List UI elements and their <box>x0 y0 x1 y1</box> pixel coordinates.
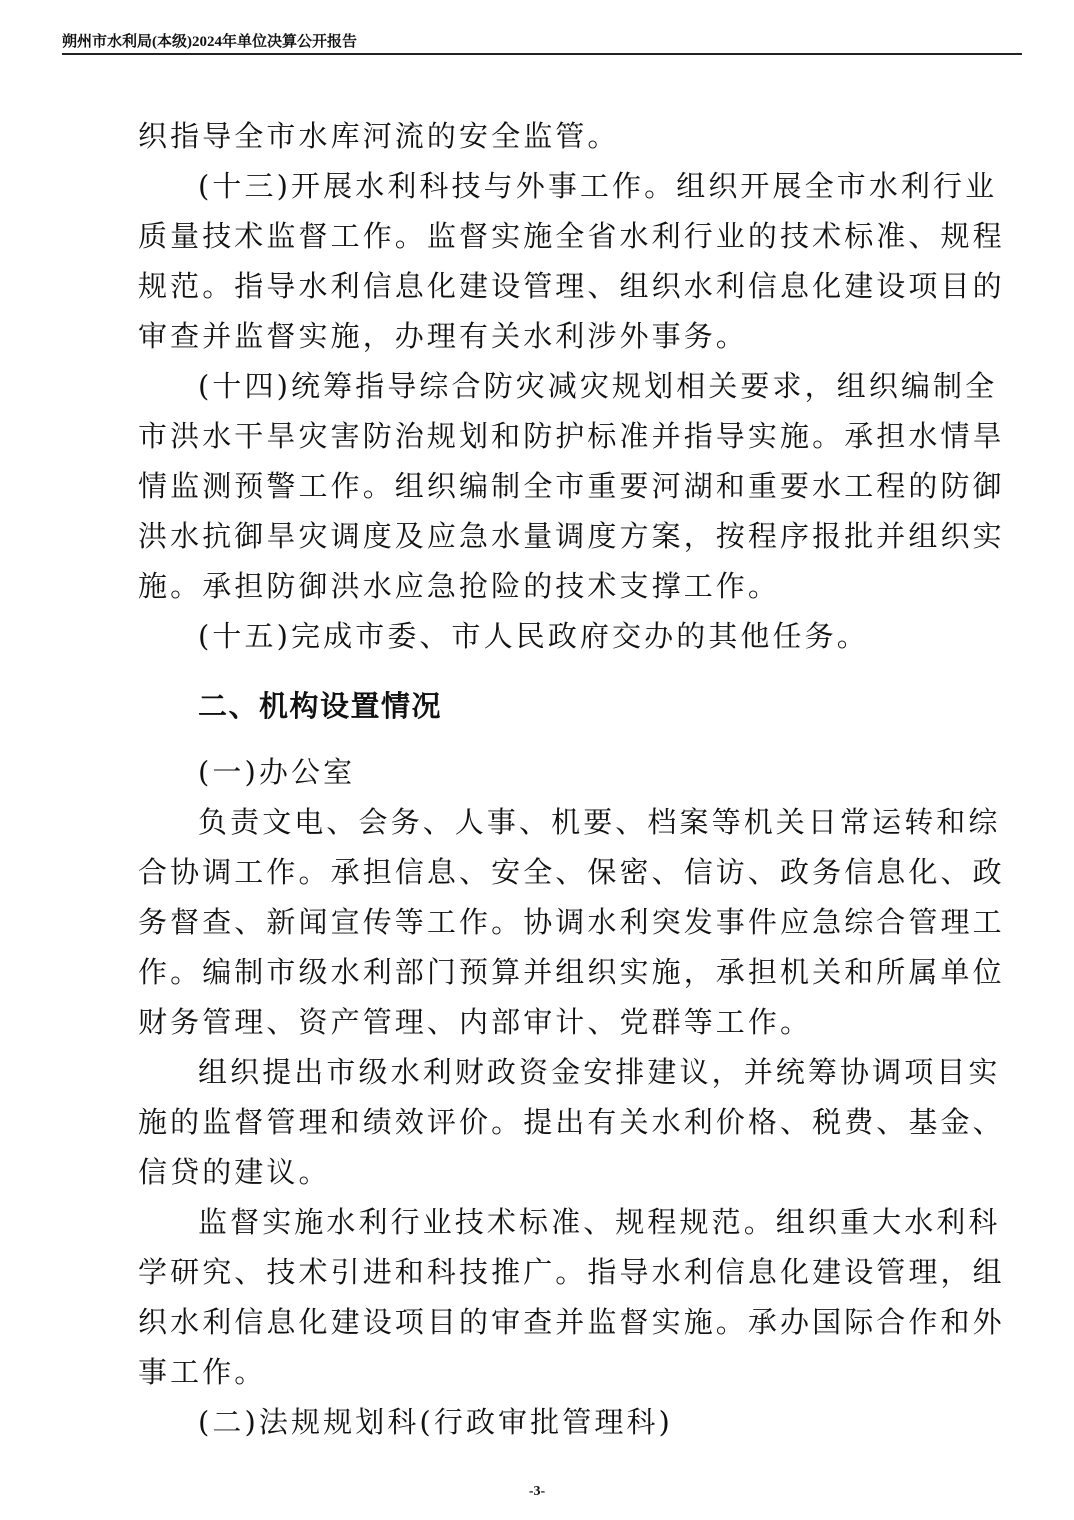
subsection-title: (二)法规规划科(行政审批管理科) <box>198 1405 673 1439</box>
subsection-title: (一)办公室 <box>198 755 356 789</box>
body-line: 务督查、新闻宣传等工作。协调水利突发事件应急综合管理工 <box>138 905 1005 939</box>
body-line: 监督实施水利行业技术标准、规程规范。组织重大水利科 <box>198 1205 1001 1239</box>
body-line: 审查并监督实施，办理有关水利涉外事务。 <box>138 319 748 353</box>
body-line: 施的监督管理和绩效评价。提出有关水利价格、税费、基金、 <box>138 1105 1005 1139</box>
body-line: 负责文电、会务、人事、机要、档案等机关日常运转和综 <box>198 805 1001 839</box>
body-line: 合协调工作。承担信息、安全、保密、信访、政务信息化、政 <box>138 855 1005 889</box>
document-body <box>138 111 1005 1447</box>
body-line: 财务管理、资产管理、内部审计、党群等工作。 <box>138 1005 813 1039</box>
body-line: 信贷的建议。 <box>138 1155 331 1189</box>
body-line: 市洪水干旱灾害防治规划和防护标准并指导实施。承担水情旱 <box>138 419 1005 453</box>
body-line: 洪水抗御旱灾调度及应急水量调度方案，按程序报批并组织实 <box>138 519 1005 553</box>
section-heading: 二、机构设置情况 <box>198 689 443 723</box>
report-header-title: 朔州市水利局(本级)2024年单位决算公开报告 <box>62 34 357 50</box>
body-line: 规范。指导水利信息化建设管理、组织水利信息化建设项目的 <box>138 269 1005 303</box>
body-line: 事工作。 <box>138 1355 267 1389</box>
page-number: -3- <box>528 1484 546 1499</box>
header-divider <box>62 53 1022 55</box>
body-line: 组织提出市级水利财政资金安排建议，并统筹协调项目实 <box>198 1055 1001 1089</box>
body-line: (十五)完成市委、市人民政府交办的其他任务。 <box>198 619 869 653</box>
body-line: 情监测预警工作。组织编制全市重要河湖和重要水工程的防御 <box>138 469 1005 503</box>
body-line: 施。承担防御洪水应急抢险的技术支撑工作。 <box>138 569 781 603</box>
body-line: (十四)统筹指导综合防灾减灾规划相关要求，组织编制全 <box>198 369 998 403</box>
body-line: 织指导全市水库河流的安全监管。 <box>138 119 620 153</box>
body-line: 质量技术监督工作。监督实施全省水利行业的技术标准、规程 <box>138 219 1005 253</box>
body-line: 织水利信息化建设项目的审查并监督实施。承办国际合作和外 <box>138 1305 1005 1339</box>
body-line: 学研究、技术引进和科技推广。指导水利信息化建设管理，组 <box>138 1255 1005 1289</box>
body-line: (十三)开展水利科技与外事工作。组织开展全市水利行业 <box>198 169 998 203</box>
body-line: 作。编制市级水利部门预算并组织实施，承担机关和所属单位 <box>138 955 1005 989</box>
